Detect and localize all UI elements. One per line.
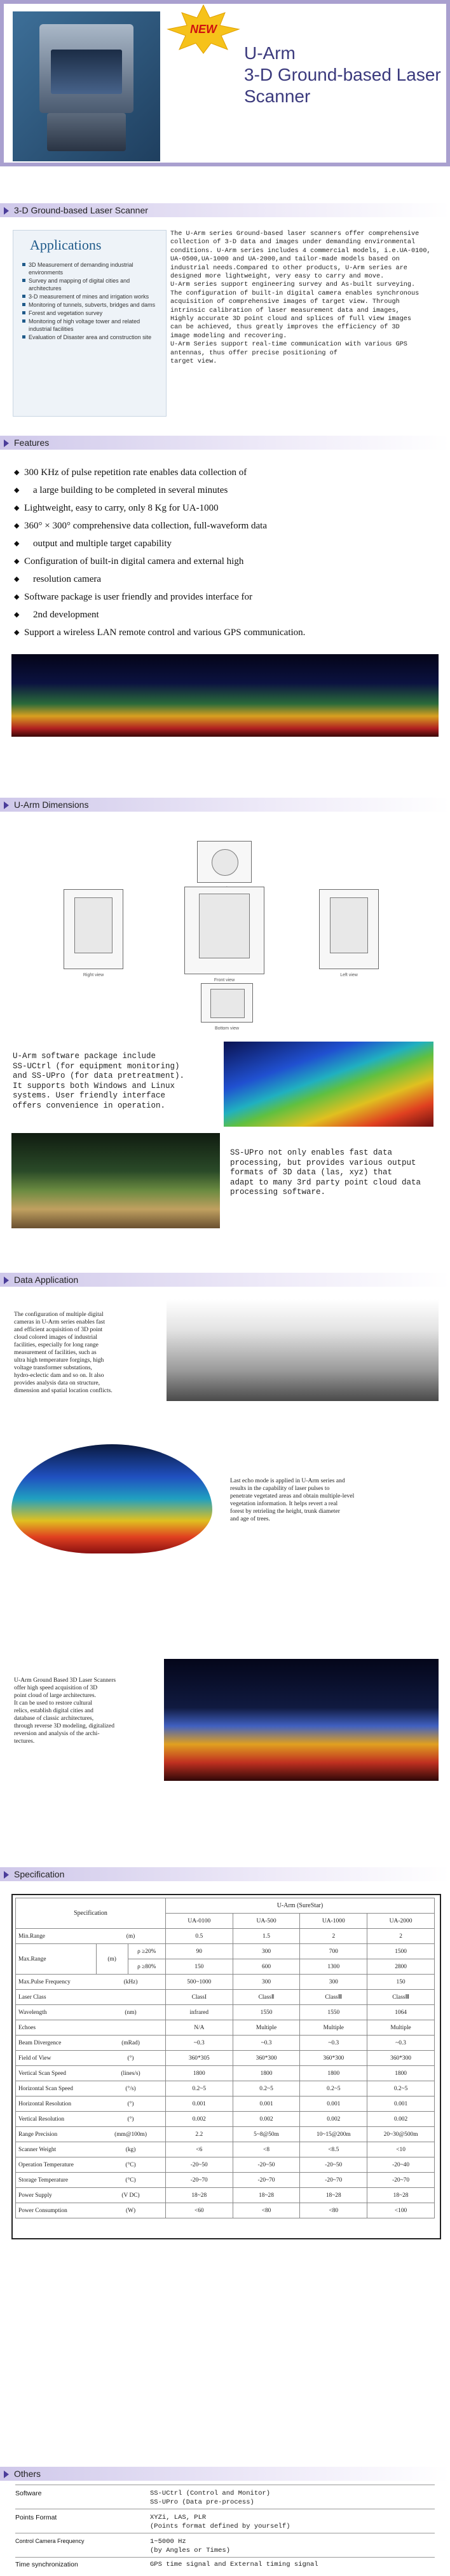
feature-item: ◆ Support a wireless LAN remote control and various GPS communication. bbox=[14, 624, 433, 641]
top-view-drawing bbox=[197, 841, 252, 883]
spec-name: Power Supply bbox=[16, 2188, 97, 2203]
application-line: cloud colored images of industrial bbox=[14, 1334, 98, 1341]
application-line: facilities, especially for long range bbox=[14, 1341, 99, 1348]
spec-value: <80 bbox=[233, 2203, 300, 2218]
section-marker-icon bbox=[4, 1871, 9, 1879]
product-title-line1: U-Arm bbox=[244, 43, 296, 63]
spec-row bbox=[16, 1929, 435, 1944]
application-line: provides analysis data on structure, bbox=[14, 1379, 100, 1386]
spec-value: 150 bbox=[165, 1959, 233, 1975]
others-value: SS-UCtrl (Control and Monitor) bbox=[150, 2490, 271, 2497]
intro-line: acquisition of comprehensive images of target view. Through bbox=[170, 299, 400, 306]
software-line: SS-UPro not only enables fast data bbox=[230, 1148, 393, 1157]
drawing-caption: Bottom view bbox=[214, 1026, 240, 1031]
product-image bbox=[13, 11, 160, 161]
spec-value: 0.5 bbox=[165, 1929, 233, 1944]
spec-value: <100 bbox=[367, 2203, 435, 2218]
software-line: and SS-UPro (for data pretreatment). bbox=[13, 1071, 185, 1081]
feature-item-cont: ◆ 2nd development bbox=[14, 606, 433, 624]
feature-item-cont: ◆ output and multiple target capability bbox=[14, 535, 433, 553]
others-label: Software bbox=[15, 2490, 42, 2497]
others-label: Time synchronization bbox=[15, 2561, 78, 2568]
spec-value: <6 bbox=[165, 2142, 233, 2157]
spec-row bbox=[16, 2157, 435, 2173]
bottom-view-drawing bbox=[201, 983, 253, 1031]
spec-value: 1500 bbox=[367, 1944, 435, 1959]
software-line: formats of 3D data (las, xyz) that bbox=[230, 1168, 393, 1177]
others-value: (Points format defined by yourself) bbox=[150, 2523, 290, 2530]
section-data-application-bar bbox=[0, 1273, 450, 1287]
spec-unit: (W) bbox=[96, 2203, 165, 2218]
others-label: Control Camera Frequency bbox=[15, 2538, 85, 2544]
left-view-shape bbox=[330, 897, 368, 953]
spec-value: -20~40 bbox=[367, 2157, 435, 2173]
application-line: tectures. bbox=[14, 1738, 35, 1745]
drawing-caption: Left view bbox=[340, 973, 358, 977]
spec-value: 1064 bbox=[367, 2005, 435, 2020]
spec-unit: (lines/s) bbox=[96, 2066, 165, 2081]
spec-name: Laser Class bbox=[16, 1990, 97, 2005]
right-view-drawing bbox=[64, 889, 123, 977]
spec-value: ClassⅢ bbox=[300, 1990, 367, 2005]
spec-value: ~0.3 bbox=[165, 2036, 233, 2051]
product-title-line2: 3-D Ground-based Laser bbox=[244, 65, 441, 84]
spec-unit: (V DC) bbox=[96, 2188, 165, 2203]
spec-value: 1800 bbox=[300, 2066, 367, 2081]
spec-name: Max.Pulse Frequency bbox=[16, 1975, 97, 1990]
new-badge-label: NEW bbox=[190, 23, 217, 36]
section-marker-icon bbox=[4, 439, 9, 447]
application-item: 3-D measurement of mines and irrigation works bbox=[22, 293, 162, 300]
software-line: U-Arm software package include bbox=[13, 1052, 156, 1061]
spec-row bbox=[16, 2066, 435, 2081]
spec-name: Storage Temperature bbox=[16, 2173, 97, 2188]
spec-value: 300 bbox=[233, 1944, 300, 1959]
intro-paragraph bbox=[170, 230, 437, 366]
spec-value: 0.002 bbox=[165, 2112, 233, 2127]
section-data-application-title: Data Application bbox=[14, 1275, 79, 1285]
spec-unit: (°C) bbox=[96, 2157, 165, 2173]
spec-value: 18~28 bbox=[367, 2188, 435, 2203]
new-badge-icon bbox=[163, 4, 244, 55]
spec-name: Field of View bbox=[16, 2051, 97, 2066]
application-line: ultra high temperature forgings, high bbox=[14, 1357, 104, 1364]
spec-value: -20~50 bbox=[300, 2157, 367, 2173]
software-line: It supports both Windows and Linux bbox=[13, 1081, 175, 1090]
spec-unit: (kg) bbox=[96, 2142, 165, 2157]
spec-value: 1.5 bbox=[233, 1929, 300, 1944]
software-line: adapt to many 3rd party point cloud data bbox=[230, 1177, 421, 1187]
section-marker-icon bbox=[4, 207, 9, 215]
intro-line: collection of 3-D data and images under demanding environmental bbox=[170, 239, 416, 246]
section-features-bar bbox=[0, 436, 450, 450]
intro-line: intrinsic calibration of laser measurement data and images, bbox=[170, 307, 400, 314]
city-point-cloud-image bbox=[11, 654, 439, 737]
intro-line: can be achieved, thus greatly improves the efficiency of 3D bbox=[170, 324, 400, 332]
spec-table bbox=[15, 1898, 435, 2218]
software-description-1 bbox=[13, 1052, 222, 1111]
applications-list bbox=[22, 261, 162, 342]
spec-value: 10~15@200m bbox=[300, 2127, 367, 2142]
spec-name: Echoes bbox=[16, 2020, 97, 2036]
spec-value: -20~50 bbox=[233, 2157, 300, 2173]
intro-line: designed more lightweight, very easy to carry and move. bbox=[170, 273, 385, 281]
application-line: through reverse 3D modeling, digitalized bbox=[14, 1722, 114, 1729]
left-view-drawing bbox=[319, 889, 379, 977]
intro-line: U-Arm series support engineering survey and As-built surveying. bbox=[170, 281, 416, 289]
spec-value: 300 bbox=[233, 1975, 300, 1990]
spec-row bbox=[16, 2112, 435, 2127]
spec-value: -20~70 bbox=[300, 2173, 367, 2188]
spec-unit bbox=[96, 1990, 165, 2005]
header-banner bbox=[0, 0, 450, 166]
spec-name: Max.Range bbox=[16, 1944, 97, 1975]
spec-model-header: UA-1000 bbox=[300, 1914, 367, 1929]
spec-name: Operation Temperature bbox=[16, 2157, 97, 2173]
others-label: Points Format bbox=[15, 2514, 57, 2521]
spec-value: 360*300 bbox=[367, 2051, 435, 2066]
spec-row bbox=[16, 2173, 435, 2188]
application-line: and age of trees. bbox=[230, 1515, 270, 1522]
front-view-shape bbox=[199, 894, 250, 958]
application-line: offer high speed acquisition of 3D bbox=[14, 1684, 98, 1691]
spec-header-label: Specification bbox=[16, 1898, 166, 1929]
spec-unit: (°) bbox=[96, 2051, 165, 2066]
spec-value: 0.2~5 bbox=[300, 2081, 367, 2096]
software-line: offers convenience in operation. bbox=[13, 1101, 166, 1110]
application-line: voltage transformer substations, bbox=[14, 1364, 92, 1371]
spec-value: 360*300 bbox=[233, 2051, 300, 2066]
product-title-line3: Scanner bbox=[244, 86, 311, 106]
spec-unit: (°C) bbox=[96, 2173, 165, 2188]
spec-name: Vertical Resolution bbox=[16, 2112, 97, 2127]
spec-value: ClassI bbox=[165, 1990, 233, 2005]
spec-value: 600 bbox=[233, 1959, 300, 1975]
spec-sub: ρ ≥20% bbox=[128, 1944, 165, 1959]
section-specification-bar bbox=[0, 1867, 450, 1881]
spec-value: <8.5 bbox=[300, 2142, 367, 2157]
application-line: The configuration of multiple digital bbox=[14, 1311, 104, 1318]
spec-value: 360*305 bbox=[165, 2051, 233, 2066]
spec-value: 20~30@500m bbox=[367, 2127, 435, 2142]
application-line: Last echo mode is applied in U-Arm series and bbox=[230, 1477, 345, 1484]
application-line: measurement of facilities, such as bbox=[14, 1349, 97, 1356]
spec-row bbox=[16, 2051, 435, 2066]
spec-value: 1800 bbox=[367, 2066, 435, 2081]
spec-value: -20~70 bbox=[367, 2173, 435, 2188]
spec-value: 2.2 bbox=[165, 2127, 233, 2142]
spec-value: 0.002 bbox=[367, 2112, 435, 2127]
application-item: Evaluation of Disaster area and construction site bbox=[22, 333, 162, 341]
spec-value: Multiple bbox=[300, 2020, 367, 2036]
application-line: U-Arm Ground Based 3D Laser Scanners bbox=[14, 1677, 116, 1684]
spec-value: <80 bbox=[300, 2203, 367, 2218]
intro-line: antennas, thus offer precise positioning of bbox=[170, 349, 338, 357]
section-specification-title: Specification bbox=[14, 1869, 65, 1879]
spec-value: 1800 bbox=[165, 2066, 233, 2081]
spec-value: -20~50 bbox=[165, 2157, 233, 2173]
spec-unit: (m) bbox=[96, 1929, 165, 1944]
spec-value: 2800 bbox=[367, 1959, 435, 1975]
spec-unit: (kHz) bbox=[96, 1975, 165, 1990]
intro-line: U-Arm Series support real-time communication with various GPS bbox=[170, 341, 407, 349]
spec-row bbox=[16, 1975, 435, 1990]
temple-point-cloud-image bbox=[164, 1659, 439, 1781]
software-line: systems. User friendly interface bbox=[13, 1091, 166, 1101]
spec-value: 0.2~5 bbox=[367, 2081, 435, 2096]
application-line: hydro-eclectic dam and so on. It also bbox=[14, 1372, 104, 1379]
section-features-title: Features bbox=[14, 438, 50, 448]
application-line: forest by retrieling the height, trunk diameter bbox=[230, 1508, 340, 1515]
section-dimensions-bar bbox=[0, 798, 450, 812]
spec-value: 90 bbox=[165, 1944, 233, 1959]
application-line: penetrate vegetated areas and obtain multiple-level bbox=[230, 1493, 355, 1499]
spec-value: ~0.3 bbox=[367, 2036, 435, 2051]
application-line: dimension and spatial location conflicts. bbox=[14, 1387, 112, 1394]
spec-value: <60 bbox=[165, 2203, 233, 2218]
spec-sub: ρ ≥80% bbox=[128, 1959, 165, 1975]
section-others-bar bbox=[0, 2467, 450, 2481]
section-marker-icon bbox=[4, 2471, 9, 2478]
spec-unit: (m) bbox=[96, 1944, 128, 1975]
spec-value: 0.2~5 bbox=[165, 2081, 233, 2096]
application-line: relics, establish digital cities and bbox=[14, 1707, 93, 1714]
spec-row bbox=[16, 2005, 435, 2020]
spec-value: 360*300 bbox=[300, 2051, 367, 2066]
spec-value: ~0.3 bbox=[233, 2036, 300, 2051]
feature-item-cont: ◆ a large building to be completed in several minutes bbox=[14, 481, 433, 499]
spec-name: Wavelength bbox=[16, 2005, 97, 2020]
application-description-1 bbox=[14, 1311, 160, 1395]
spec-value: 0.001 bbox=[233, 2096, 300, 2112]
spec-value: 500~1000 bbox=[165, 1975, 233, 1990]
application-item: Forest and vegetation survey bbox=[22, 309, 162, 317]
spec-unit: (°) bbox=[96, 2096, 165, 2112]
section-intro-title: 3-D Ground-based Laser Scanner bbox=[14, 205, 148, 215]
software-line: processing software. bbox=[230, 1188, 326, 1197]
spec-table-body bbox=[16, 1929, 435, 2218]
spec-row bbox=[16, 2081, 435, 2096]
trees-point-cloud-image bbox=[11, 1133, 220, 1228]
spec-value: <10 bbox=[367, 2142, 435, 2157]
drawing-caption: Front view bbox=[214, 978, 235, 983]
feature-item: ◆ Lightweight, easy to carry, only 8 Kg for UA-1000 bbox=[14, 499, 433, 517]
others-value: (by Angles or Times) bbox=[150, 2547, 231, 2554]
spec-value: 700 bbox=[300, 1944, 367, 1959]
others-value: GPS time signal and External timing signal bbox=[150, 2561, 318, 2568]
others-value: 1~5000 Hz bbox=[150, 2538, 186, 2546]
intro-line: The U-Arm series Ground-based laser scanners offer comprehensive bbox=[170, 231, 419, 238]
spec-row bbox=[16, 2203, 435, 2218]
spec-name: Power Consumption bbox=[16, 2203, 97, 2218]
application-item: Survey and mapping of digital cities and architectures bbox=[22, 277, 162, 292]
software-line: processing, but provides various output bbox=[230, 1158, 416, 1167]
spec-value: 1300 bbox=[300, 1959, 367, 1975]
forest-point-cloud-image bbox=[11, 1444, 212, 1553]
feature-item: ◆ Software package is user friendly and provides interface for bbox=[14, 588, 433, 606]
section-marker-icon bbox=[4, 802, 9, 809]
application-line: and efficient acquisition of 3D point bbox=[14, 1326, 103, 1333]
intro-line: target view. bbox=[170, 358, 217, 366]
spec-value: 0.002 bbox=[233, 2112, 300, 2127]
spec-value: 1550 bbox=[300, 2005, 367, 2020]
section-dimensions-title: U-Arm Dimensions bbox=[14, 800, 89, 810]
spec-unit: (nm) bbox=[96, 2005, 165, 2020]
header-inner bbox=[4, 4, 446, 163]
spec-unit: (mm@100m) bbox=[96, 2127, 165, 2142]
spec-value: 150 bbox=[367, 1975, 435, 1990]
spec-row bbox=[16, 2096, 435, 2112]
spec-row bbox=[16, 2036, 435, 2051]
application-line: reversion and analysis of the archi- bbox=[14, 1730, 100, 1737]
spec-value: 1550 bbox=[233, 2005, 300, 2020]
application-line: database of classic architectures, bbox=[14, 1715, 94, 1722]
spec-unit bbox=[96, 2020, 165, 2036]
spec-name: Scanner Weight bbox=[16, 2142, 97, 2157]
spec-value: ClassⅡ bbox=[233, 1990, 300, 2005]
spec-name: Min.Range bbox=[16, 1929, 97, 1944]
spec-value: 18~28 bbox=[233, 2188, 300, 2203]
application-line: point cloud of large architectures. bbox=[14, 1692, 97, 1699]
applications-box bbox=[13, 230, 167, 417]
intro-line: conditions. U-Arm series includes 4 commercial models, i.e.UA-0100, bbox=[170, 247, 431, 255]
industrial-point-cloud-image bbox=[167, 1299, 439, 1401]
intro-line: image modeling and recovering. bbox=[170, 332, 287, 340]
application-line: cameras in U-Arm series enables fast bbox=[14, 1318, 106, 1325]
spec-row bbox=[16, 2020, 435, 2036]
application-line: vegetation information. It helps revert a real bbox=[230, 1500, 338, 1507]
drawing-caption: Right view bbox=[83, 973, 104, 977]
spec-value: Multiple bbox=[233, 2020, 300, 2036]
spec-value: 5~8@50m bbox=[233, 2127, 300, 2142]
intro-line: Highly accurate 3D point cloud and splices of full view images bbox=[170, 316, 412, 323]
spec-unit: (mRad) bbox=[96, 2036, 165, 2051]
spec-value: <8 bbox=[233, 2142, 300, 2157]
spec-value: 2 bbox=[300, 1929, 367, 1944]
features-list bbox=[14, 464, 433, 641]
spec-model-header: UA-2000 bbox=[367, 1914, 435, 1929]
feature-item: ◆ Configuration of built-in digital camera and external high bbox=[14, 553, 433, 570]
spec-value: 0.2~5 bbox=[233, 2081, 300, 2096]
application-line: It can be used to restore cultural bbox=[14, 1700, 93, 1707]
spec-name: Horizontal Scan Speed bbox=[16, 2081, 97, 2096]
scanner-window bbox=[51, 50, 122, 94]
top-view-shape bbox=[212, 849, 238, 876]
software-line: SS-UCtrl (for equipment monitoring) bbox=[13, 1061, 180, 1071]
spec-row bbox=[16, 2127, 435, 2142]
application-line: results in the capability of laser pulses to bbox=[230, 1485, 330, 1492]
application-item: 3D Measurement of demanding industrial environments bbox=[22, 261, 162, 276]
intro-line: The configuration of built-in digital camera enables synchronous bbox=[170, 290, 419, 297]
spec-value: 0.002 bbox=[300, 2112, 367, 2127]
bottom-view-shape bbox=[210, 989, 245, 1018]
intro-line: UA-0500,UA-1000 and UA-2000,and tailor-made models based on bbox=[170, 256, 400, 264]
spec-value: 2 bbox=[367, 1929, 435, 1944]
intro-line: industrial needs.Compared to other products, U-Arm series are bbox=[170, 264, 407, 272]
spec-value: N/A bbox=[165, 2020, 233, 2036]
spec-row bbox=[16, 1944, 435, 1959]
spec-value: ClassⅢ bbox=[367, 1990, 435, 2005]
feature-item: ◆ 300 KHz of pulse repetition rate enables data collection of bbox=[14, 464, 433, 481]
building-point-cloud-image bbox=[224, 1042, 433, 1127]
feature-item-cont: ◆ resolution camera bbox=[14, 570, 433, 588]
others-value: XYZi, LAS, PLR bbox=[150, 2514, 207, 2521]
application-item: Monitoring of high voltage tower and related industrial facilities bbox=[22, 318, 162, 333]
application-item: Monitoring of tunnels, subverts, bridges and dams bbox=[22, 301, 162, 309]
application-description-3 bbox=[14, 1677, 160, 1745]
spec-value: 0.001 bbox=[300, 2096, 367, 2112]
spec-series-label: U-Arm (SureStar) bbox=[165, 1898, 434, 1914]
spec-value: ~0.3 bbox=[300, 2036, 367, 2051]
section-intro-bar bbox=[0, 203, 450, 217]
spec-name: Beam Divergence bbox=[16, 2036, 97, 2051]
application-description-2 bbox=[230, 1477, 440, 1523]
spec-value: -20~70 bbox=[233, 2173, 300, 2188]
spec-name: Vertical Scan Speed bbox=[16, 2066, 97, 2081]
section-marker-icon bbox=[4, 1277, 9, 1284]
spec-unit: (°) bbox=[96, 2112, 165, 2127]
others-value: SS-UPro (Data pre-process) bbox=[150, 2499, 254, 2506]
spec-name: Horizontal Resolution bbox=[16, 2096, 97, 2112]
spec-row bbox=[16, 2188, 435, 2203]
spec-value: infrared bbox=[165, 2005, 233, 2020]
spec-row bbox=[16, 2142, 435, 2157]
spec-value: 0.001 bbox=[367, 2096, 435, 2112]
spec-name: Range Precision bbox=[16, 2127, 97, 2142]
spec-model-header: UA-500 bbox=[233, 1914, 300, 1929]
spec-value: 18~28 bbox=[165, 2188, 233, 2203]
divider bbox=[15, 2557, 435, 2558]
spec-value: 0.001 bbox=[165, 2096, 233, 2112]
scanner-base bbox=[47, 113, 126, 151]
spec-model-header: UA-0100 bbox=[165, 1914, 233, 1929]
spec-value: 300 bbox=[300, 1975, 367, 1990]
software-description-2 bbox=[230, 1148, 440, 1198]
spec-row bbox=[16, 1990, 435, 2005]
front-view-drawing bbox=[184, 887, 264, 983]
spec-value: 1800 bbox=[233, 2066, 300, 2081]
spec-value: Multiple bbox=[367, 2020, 435, 2036]
spec-value: -20~70 bbox=[165, 2173, 233, 2188]
right-view-shape bbox=[74, 897, 112, 953]
feature-item: ◆ 360° × 300° comprehensive data collection, full-waveform data bbox=[14, 517, 433, 535]
applications-title: Applications bbox=[30, 237, 102, 253]
spec-value: 18~28 bbox=[300, 2188, 367, 2203]
section-others-title: Others bbox=[14, 2469, 41, 2479]
spec-unit: (°/s) bbox=[96, 2081, 165, 2096]
